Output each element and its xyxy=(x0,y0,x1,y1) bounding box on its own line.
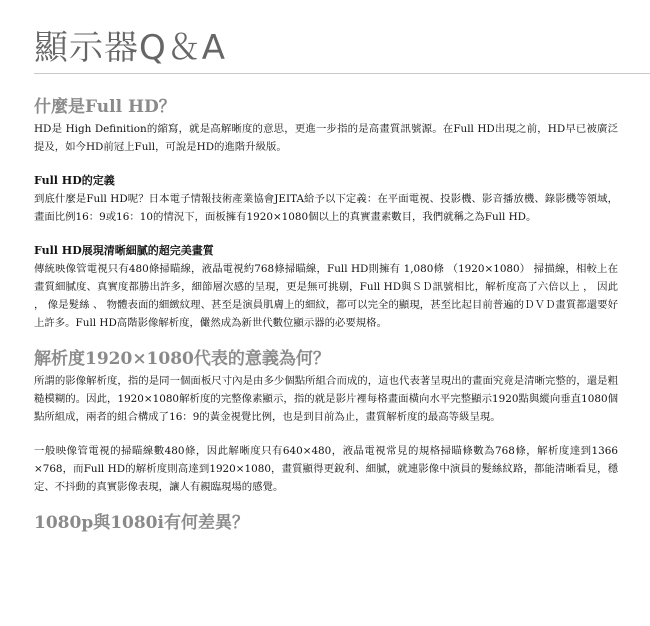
heading-resolution-meaning: 解析度1920×1080代表的意義為何？ xyxy=(34,349,330,369)
paragraph-hd-intro: HD是 High Definition的縮寫，就是高解晰度的意思，更進一步指的是高畫質訊號源。在Full HD出現之前，HD早已被廣泛提及，如今HD前冠上Full，可說是HD的進階升級版。 xyxy=(34,123,618,153)
paragraph-full-hd-definition: 到底什麼是Full HD呢？日本電子情報技術產業協會JEITA給予以下定義：在平面電視、投影機、影音播放機、錄影機等領域，畫面比例16：9或16：10的情況下，面板擁有1920×1080個以上的真實畫素數目，我們就稱之為Full HD。 xyxy=(34,193,618,223)
heading-1080p-vs-1080i: 1080p與1080i有何差異？ xyxy=(34,513,249,533)
page-title: 顯示器Q＆A xyxy=(34,28,227,68)
paragraph-full-hd-quality: 傳統映像管電視只有480條掃瞄線，液晶電視約768條掃瞄線，Full HD則擁有 1,080條 （1920×1080） 掃描線，相較上在畫質細膩度、真實度都勝出許多，細節層次感的呈現，更是無可挑剔，Full HD與ＳＤ訊號相比，解析度高了六倍以上 ， 因此 ， 像是髮絲 、 物體表面的細緻紋理、甚至是演員肌膚上的細紋，都可以完全的顯現，甚至比起目前普遍的ＤＶＤ畫質都還要好上許多。Full HD高階影像解析度，儼然成為新世代數位顯示器的必要規格。 xyxy=(34,263,618,329)
subheading-full-hd-definition: Full HD的定義 xyxy=(34,174,115,187)
paragraph-scanline-comparison: 一般映像管電視的掃瞄線數480條，因此解晰度只有640×480，液晶電視常見的規格掃瞄條數為768條，解析度達到1366 ×768，而Full HD的解析度則高達到1920×1080，畫質顯得更銳利、細膩，就連影像中演員的髮絲紋路，都能清晰看見，穩定、不抖動的真實影像表現，讓人有親臨現場的感覺。 xyxy=(34,445,618,493)
paragraph-resolution-meaning: 所謂的影像解析度，指的是同一個面板尺寸內是由多少個點所組合而成的，這也代表著呈現出的畫面究竟是清晰完整的，還是粗糙模糊的。因此，1920×1080解析度的完整像素顯示，指的就是影片裡每格畫面橫向水平完整顯示1920點與縱向垂直1080個點所組成，兩者的組合構成了16：9的黃金視覺比例，也是到目前為止，畫質解析度的最高等級呈現。 xyxy=(34,375,618,423)
article-body xyxy=(34,94,618,536)
heading-what-is-full-hd: 什麼是Full HD？ xyxy=(34,97,176,117)
title-divider xyxy=(34,73,650,74)
subheading-full-hd-quality: Full HD展現清晰細膩的超完美畫質 xyxy=(34,244,214,257)
